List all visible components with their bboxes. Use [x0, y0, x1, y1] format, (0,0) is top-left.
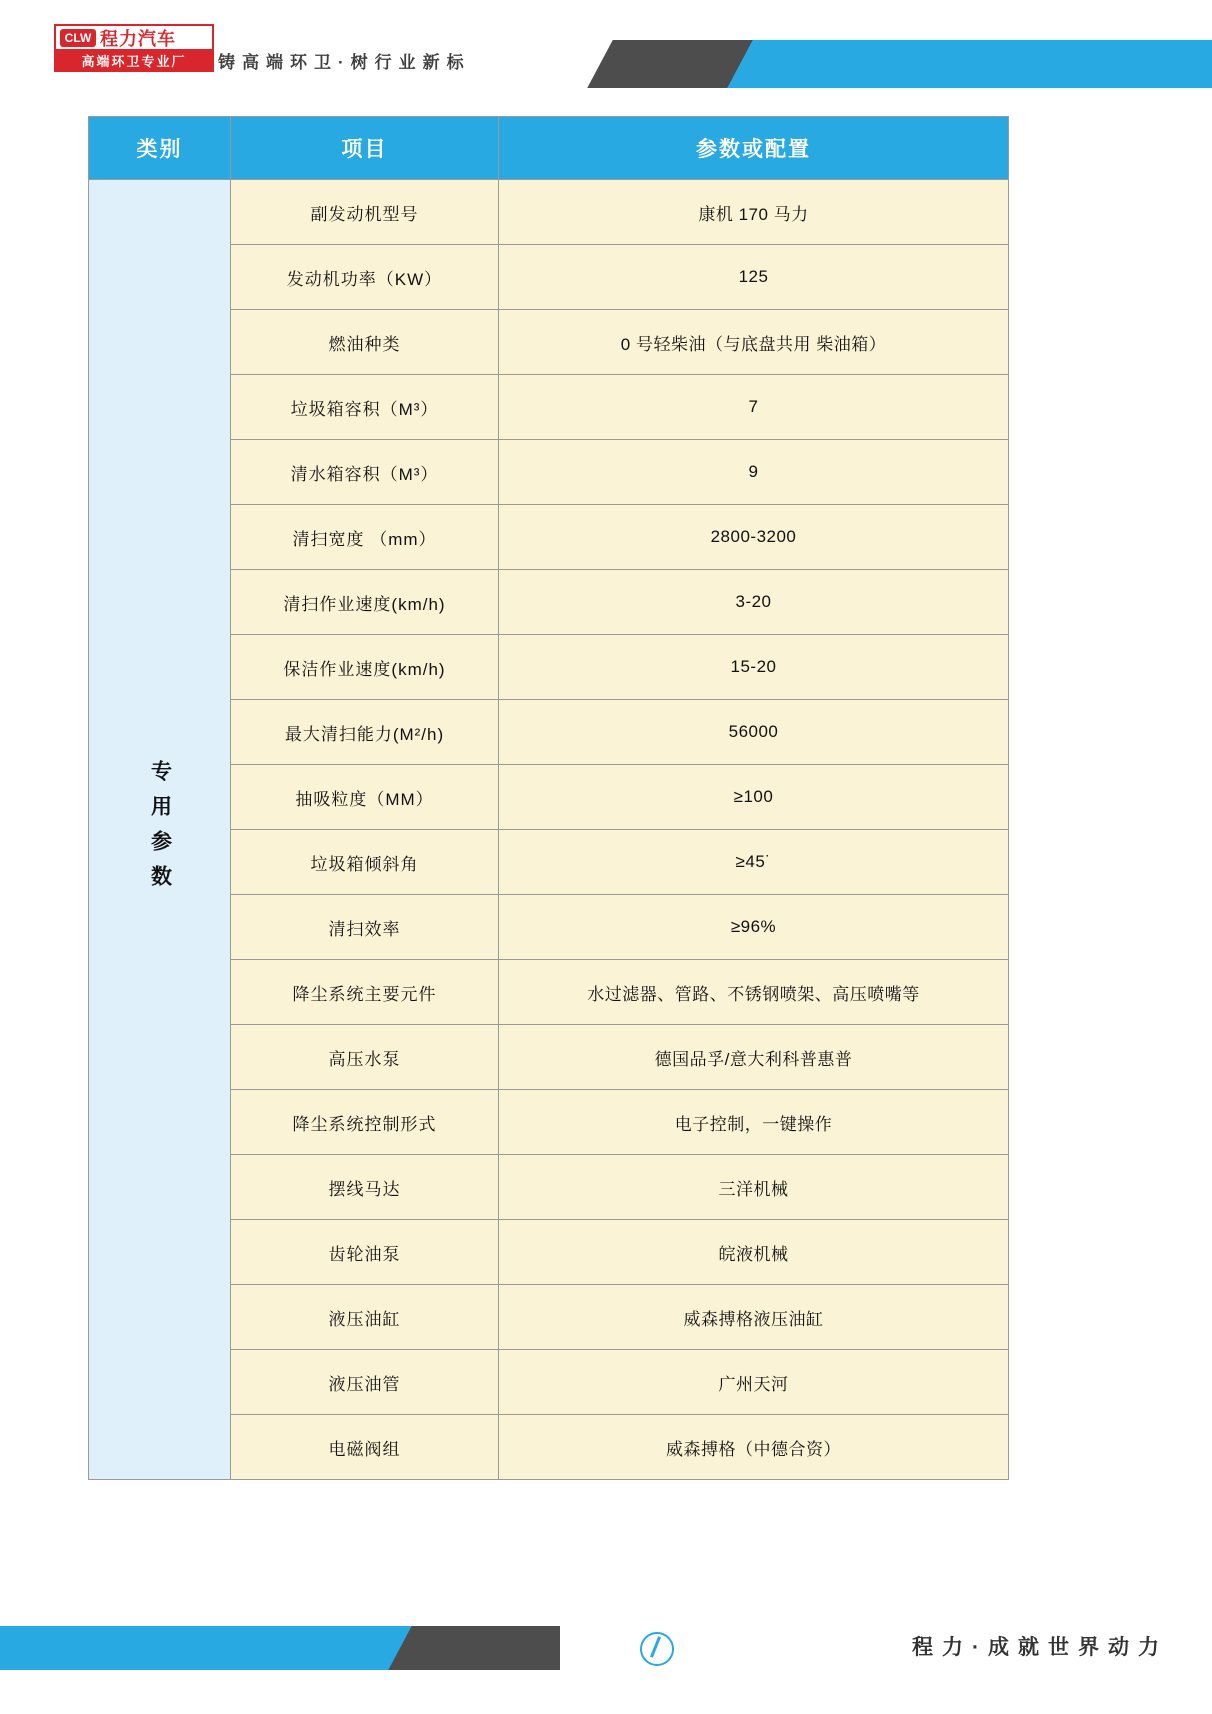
value-cell: 3-20 — [499, 570, 1009, 635]
header-category: 类别 — [89, 117, 231, 180]
item-cell: 清扫作业速度(km/h) — [231, 570, 499, 635]
item-cell: 副发动机型号 — [231, 180, 499, 245]
item-cell: 燃油种类 — [231, 310, 499, 375]
page-header — [0, 0, 1212, 88]
value-cell: 德国品孚/意大利科普惠普 — [499, 1025, 1009, 1090]
table-body — [89, 180, 1009, 1480]
value-cell: 康机 170 马力 — [499, 180, 1009, 245]
item-cell: 清扫宽度 （mm） — [231, 505, 499, 570]
value-cell: 0 号轻柴油（与底盘共用 柴油箱） — [499, 310, 1009, 375]
item-cell: 电磁阀组 — [231, 1415, 499, 1480]
value-cell: ≥100 — [499, 765, 1009, 830]
category-cell — [89, 180, 231, 1480]
value-cell: 三洋机械 — [499, 1155, 1009, 1220]
value-cell: 皖液机械 — [499, 1220, 1009, 1285]
footer-logo-icon — [640, 1632, 674, 1666]
item-cell: 清扫效率 — [231, 895, 499, 960]
item-cell: 最大清扫能力(M²/h) — [231, 700, 499, 765]
value-cell: ≥96% — [499, 895, 1009, 960]
value-cell: ≥45˙ — [499, 830, 1009, 895]
value-cell: 7 — [499, 375, 1009, 440]
header-item: 项目 — [231, 117, 499, 180]
company-logo — [54, 24, 214, 72]
value-cell: 水过滤器、管路、不锈钢喷架、高压喷嘴等 — [499, 960, 1009, 1025]
header-slogan: 铸高端环卫·树行业新标 — [218, 53, 471, 72]
item-cell: 发动机功率（KW） — [231, 245, 499, 310]
value-cell: 9 — [499, 440, 1009, 505]
header-value: 参数或配置 — [499, 117, 1009, 180]
logo-company-name: 程力汽车 — [100, 28, 176, 49]
footer-slogan: 程力·成就世界动力 — [912, 1636, 1168, 1659]
item-cell: 摆线马达 — [231, 1155, 499, 1220]
value-cell: 2800-3200 — [499, 505, 1009, 570]
value-cell: 15-20 — [499, 635, 1009, 700]
logo-tagline: 高端环卫专业厂 — [54, 51, 214, 72]
item-cell: 垃圾箱容积（M³） — [231, 375, 499, 440]
specification-table — [88, 116, 1009, 1480]
item-cell: 降尘系统控制形式 — [231, 1090, 499, 1155]
logo-upper — [54, 24, 214, 51]
item-cell: 高压水泵 — [231, 1025, 499, 1090]
item-cell: 液压油缸 — [231, 1285, 499, 1350]
category-label: 专用参数 — [148, 759, 172, 900]
value-cell: 广州天河 — [499, 1350, 1009, 1415]
logo-emblem-icon: CLW — [60, 29, 96, 47]
item-cell: 抽吸粒度（MM） — [231, 765, 499, 830]
table-header-row — [89, 117, 1009, 180]
table-row — [89, 180, 1009, 245]
value-cell: 56000 — [499, 700, 1009, 765]
item-cell: 液压油管 — [231, 1350, 499, 1415]
item-cell: 垃圾箱倾斜角 — [231, 830, 499, 895]
item-cell: 齿轮油泵 — [231, 1220, 499, 1285]
value-cell: 威森搏格液压油缸 — [499, 1285, 1009, 1350]
item-cell: 清水箱容积（M³） — [231, 440, 499, 505]
value-cell: 电子控制，一键操作 — [499, 1090, 1009, 1155]
item-cell: 降尘系统主要元件 — [231, 960, 499, 1025]
value-cell: 125 — [499, 245, 1009, 310]
item-cell: 保洁作业速度(km/h) — [231, 635, 499, 700]
spec-table-container — [88, 116, 1008, 1480]
value-cell: 威森搏格（中德合资） — [499, 1415, 1009, 1480]
page-footer — [0, 1626, 1212, 1714]
